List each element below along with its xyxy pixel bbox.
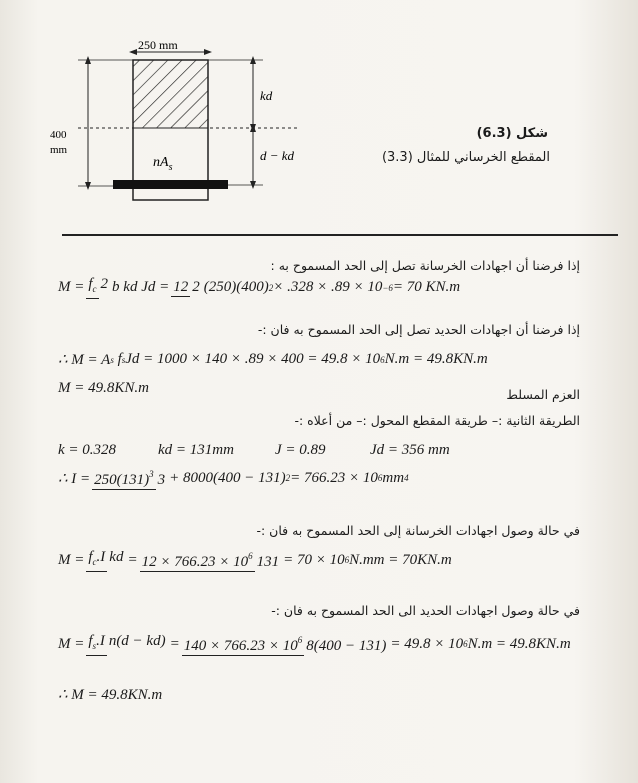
section-divider xyxy=(62,234,618,236)
equation-moment-result: M = 49.8KN.m xyxy=(58,380,149,396)
text-applied-moment: العزم المسلط xyxy=(506,387,580,402)
value-kd: kd = 131mm xyxy=(158,442,234,458)
equation-final-moment: ∴ M = 49.8KN.m xyxy=(58,687,163,703)
height-label: 400 xyxy=(50,129,67,141)
width-label: 250 mm xyxy=(138,38,178,52)
equation-moment-steel-transformed: M = $f_s.I$ n(d − kd) = $140 \times 766.23 \times 10^6$ 8(400 − 131) = 49.8 × 10 6 N.m = 49.8KN.m xyxy=(58,632,571,654)
text-concrete-stress-assumption: إذا فرضنا أن اجهادات الخرسانة تصل إلى الحد المسموح به : xyxy=(270,258,580,273)
transformed-steel-area xyxy=(113,180,228,189)
value-j: J = 0.89 xyxy=(275,442,326,458)
kd-label: kd xyxy=(260,88,273,103)
value-jd: Jd = 356 mm xyxy=(370,442,450,458)
steel-label: $nA_s$ xyxy=(153,155,173,173)
d-minus-kd-label: d − kd xyxy=(260,148,295,163)
text-steel-reaches-allowable: في حالة وصول اجهادات الحديد الى الحد المسموح به فان :- xyxy=(271,603,580,618)
section-figure xyxy=(48,38,348,253)
equation-moment-concrete: M = $f_c$ 2 b kd Jd = 12 2 (250)(400) 2 × .328 × .89 × 10 −6 = 70 KN.m xyxy=(58,276,460,299)
equation-moment-steel: ∴ M = A s f s Jd = 1000 × 140 × .89 × 400 = 49.8 × 10 6 N.m = 49.8KN.m xyxy=(58,351,488,368)
height-unit: mm xyxy=(50,144,68,156)
equation-moment-of-inertia: ∴ I = $250(131)^3$ 3 + 8000(400 − 131) 2 = 766.23 × 10 6 mm 4 xyxy=(58,466,409,490)
value-k: k = 0.328 xyxy=(58,442,117,458)
text-concrete-reaches-allowable: في حالة وصول اجهادات الخرسانة إلى الحد المسموح به فان :- xyxy=(256,523,580,538)
text-method-two: الطريقة الثانية :– طريقة المقطع المحول :– من أعلاه :- xyxy=(294,413,580,428)
figure-caption-number: شكل (6.3) xyxy=(476,126,548,141)
compression-zone xyxy=(133,60,208,128)
equation-moment-concrete-transformed: M = $f_c.I$ kd = $12 \times 766.23 \times 10^6$ 131 = 70 × 10 6 N.mm = 70KN.m xyxy=(58,548,452,570)
text-steel-stress-assumption: إذا فرضنا أن اجهادات الحديد تصل إلى الحد المسموح به فان :- xyxy=(257,322,580,337)
figure-caption-title: المقطع الخرساني للمثال (3.3) xyxy=(381,150,550,165)
